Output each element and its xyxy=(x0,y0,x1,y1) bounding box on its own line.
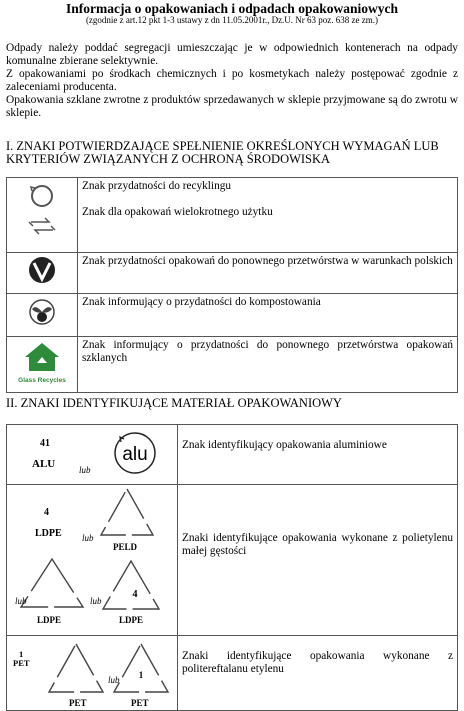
alu-circle-icon xyxy=(110,431,160,475)
pet-label: PET xyxy=(69,698,87,708)
ldpe-triangle-coded-icon xyxy=(99,557,163,613)
icon-cell xyxy=(7,337,78,393)
pe-code: 4 xyxy=(44,507,49,518)
table-row xyxy=(7,337,458,393)
ldpe-triangle-icon xyxy=(17,555,87,611)
eco-signs-table xyxy=(6,177,458,393)
alu-text: Znak identyfikujący opakowania aluminiowe xyxy=(178,425,458,485)
intro-paragraph-1: Odpady należy poddać segregacji umieszczając je w odpowiednich kontenerach na odpady komunalne zbierane selektywnie. xyxy=(6,42,458,67)
recycle-loop-icon xyxy=(7,178,77,247)
intro-paragraph-2: Z opakowaniami po środkach chemicznych i po kosmetykach należy postępować zgodnie z zaleceniami producenta. xyxy=(6,68,458,93)
icon-cell xyxy=(7,636,178,711)
page-subtitle: (zgodnie z art.12 pkt 1-3 ustawy z dn 11.05.2001r., Dz.U. Nr 63 poz. 638 ze zm.) xyxy=(85,15,379,25)
reusable-arrows-icon xyxy=(29,218,55,234)
glass-recycles-logo-text: Glass Recycles xyxy=(18,377,66,384)
pet-triangle-icon xyxy=(45,640,107,696)
pet-abbr: PET xyxy=(13,658,30,668)
pe-triangle-code: 4 xyxy=(132,589,138,600)
alu-circle-text: alu xyxy=(122,444,148,465)
compost-icon xyxy=(7,294,77,331)
icon-cell xyxy=(7,253,78,294)
table-row xyxy=(7,253,458,294)
table-row xyxy=(7,485,458,636)
sign-description xyxy=(78,178,458,253)
glass-recycles-text: Znak informujący o przydatności do ponownego przetwórstwa opakowań szklanych xyxy=(78,337,458,393)
table-row xyxy=(7,178,458,253)
peld-triangle-icon xyxy=(97,485,157,541)
recycling-sign-text: Znak przydatności do recyklingu xyxy=(82,180,232,192)
ldpe-label: LDPE xyxy=(37,615,62,625)
table-row xyxy=(7,636,458,711)
pet-triangle-coded-icon xyxy=(110,640,172,696)
pet-code: 1 xyxy=(19,649,24,659)
compost-text: Znak informujący o przydatności do kompostowania xyxy=(78,294,458,337)
section-2-heading: II. ZNAKI IDENTYFIKUJĄCE MATERIAŁ OPAKOWANIOWY xyxy=(6,396,342,410)
pe-text: Znaki identyfikujące opakowania wykonane z polietylenu małej gęstości xyxy=(178,485,458,636)
material-signs-table xyxy=(6,424,458,711)
lub-label: lub xyxy=(108,675,120,685)
pe-abbr: LDPE xyxy=(35,528,62,539)
polish-recycling-text: Znak przydatności opakowań do ponownego przetwórstwa w warunkach polskich xyxy=(78,253,458,294)
glass-recycles-icon xyxy=(7,337,77,387)
icon-cell xyxy=(7,294,78,337)
lub-label: lub xyxy=(90,596,102,606)
lub-label: lub xyxy=(15,596,27,606)
pet-triangle-code: 1 xyxy=(138,670,144,680)
ldpe-label: LDPE xyxy=(119,615,144,625)
table-row xyxy=(7,425,458,485)
alu-code: 41 xyxy=(40,438,50,449)
page-title: Informacja o opakowaniach i odpadach opakowaniowych xyxy=(66,1,398,16)
intro-paragraph-3: Opakowania szklane zwrotne z produktów sprzedawanych w sklepie przyjmowane są do zwrotu w sklepie. xyxy=(6,94,458,119)
reusable-sign-text: Znak dla opakowań wielokrotnego użytku xyxy=(82,205,273,218)
table-row xyxy=(7,294,458,337)
icon-cell xyxy=(7,425,178,485)
pet-text: Znaki identyfikujące opakowania wykonane z politereftalanu etylenu xyxy=(178,636,458,711)
icon-cell xyxy=(7,178,78,253)
icon-cell xyxy=(7,485,178,636)
polish-recycling-icon xyxy=(7,253,77,288)
lub-label: lub xyxy=(82,533,94,543)
pet-label: PET xyxy=(131,698,149,708)
lub-label: lub xyxy=(79,465,91,475)
alu-abbr: ALU xyxy=(32,458,56,470)
peld-label: PELD xyxy=(113,542,138,552)
section-1-heading: I. ZNAKI POTWIERDZAJĄCE SPEŁNIENIE OKREŚLONYCH WYMAGAŃ LUB KRYTERIÓW ZWIĄZANYCH Z OCHRONĄ ŚRODOWISKA xyxy=(6,139,439,166)
